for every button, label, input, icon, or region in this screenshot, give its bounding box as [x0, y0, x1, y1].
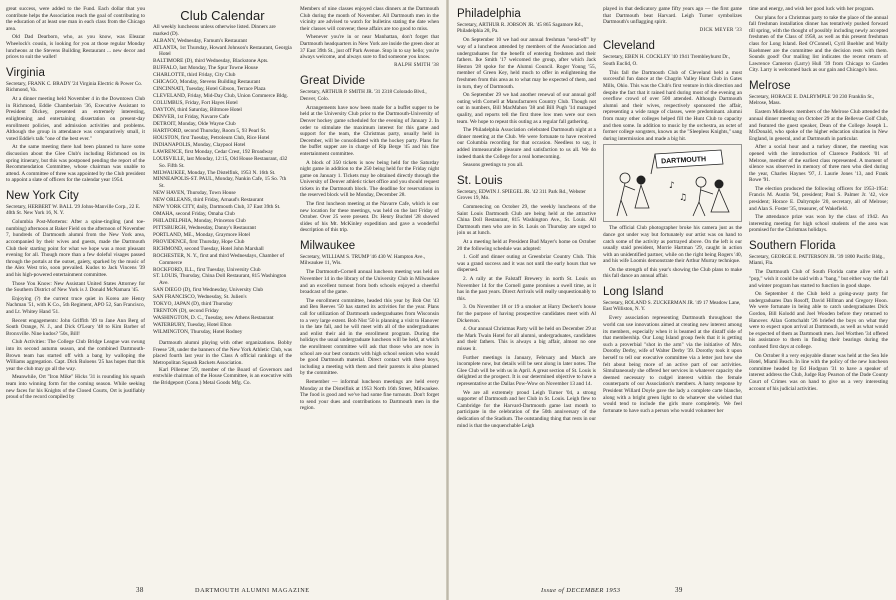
cleveland-heading: Cleveland [603, 40, 656, 53]
virginia-heading: Virginia [6, 66, 45, 79]
dance-cartoon-drawing [603, 144, 742, 222]
club-calendar-entry: SAN DIEGO (D), first Wednesday, University Club [153, 287, 264, 294]
page-number-left: 38 [136, 586, 144, 594]
st-louis-secretary: Secretary, EDWIN J. SPIEGEL JR. '42 311 Park Rd., Webster Groves 19, Mo. [457, 188, 586, 201]
new-york-signature: RALPH SMITH '38 [394, 62, 439, 68]
club-calendar-entry: SAN FRANCISCO, Wednesday, St. Julien's [153, 294, 247, 301]
chicago-continued-2: Old Dad Dearborn, who, as you know, was Eleazar Wheelock's cousin, is looking for you at those regular Monday luncheons at the Stevens Building Restaurant ... new decor and prices to suit the wallet! [6, 34, 145, 61]
virginia-paragraph: At a dinner meeting held November 4 in the Downtown Club in Richmond, Eddie Chamberlain '36, Executive Assistant to President Dickey, presented an extremely interesting, enlightening and entertaining dissertation on present-day enrollment policies, and admission activities and problems. Although the group in attendance was comparatively small, it voted Eddie's talk "one of the best ever." [6, 96, 145, 142]
club-calendar-entry: PROVIDENCE, first Thursday, Hope Club [153, 238, 245, 245]
cleveland-photo-caption: The official Club photographer broke his camera just as the dance got under way but fortunately our artist was on hand to catch some of the activity as portrayed above. On the left is our usually staid president, Morrie Hartman '29, caught in action with an unidentified partner, while on the right being Rogers '40, and his wife Loomis demonstrate their Arthur Murray technique. [603, 225, 742, 265]
new-york-club-welcome: Whenever you're in or near Manhattan, don't forget that Dartmouth headquarters in New York are inside the green door at 37 East 39th St., just off Park Avenue. Stop in to say hello; you're always welcome, and always sure to find someone you know. [300, 34, 439, 61]
right-column-1 [457, 6, 596, 578]
club-calendar-heading: Club Calendar [180, 8, 265, 23]
club-calendar-entry: ATLANTA, 1st Thursday, Howard Johnson's Restaurant, Georgia Hotel [153, 44, 292, 58]
club-calendar-entry: HOUSTON, first Tuesday, Petroleum Club, Rice Hotel [153, 134, 270, 141]
dancer-partner-head [637, 176, 646, 185]
st-louis-paragraph: 3. On November 18 or 19 a smoker at Harry Deckert's house for the purpose of having prospective candidates meet with Al Dickerson. [457, 304, 596, 324]
virginia-paragraph: At the same meeting there had been planned to have some discussion about the Glee Club's including Richmond on its spring itinerary, but this was postponed pending the report of the Recommendation Committee, whose chairman was unable to attend. A committee of three was appointed by the Club president to appoint a slate of officers for the calendar year 1954. [6, 144, 145, 184]
st-louis-paragraph: Further meetings in January, February and March are incomplete now, but details will be sent along in later notes. The Glee Club will be with us in April. A great section of St. Louis is delighted at the prospect. It is our determined objective to have a representative at the Dallas Pow-Wow on November 13 and 14. [457, 354, 596, 387]
page-number-right: 39 [675, 586, 683, 594]
southern-florida-paragraph: The Dartmouth Club of South Florida came alive with a "pop," wish it could be said with a "bang," but either way the fall and winter program has started to function in good shape. [749, 269, 888, 289]
new-york-paragraph: Recent engagements: John Griffith '49 to Jane Ann Berg of South Orange, N. J., and Dick O'Leary '48 to Kim Barber of Bronxville. Nine kudos? '50s, Bill! [6, 317, 145, 337]
club-calendar-entry: BUFFALO, last Monday, The Spur Towne House [153, 65, 258, 72]
long-island-secretary: Secretary, ROLAND S. ZUCKERMAN JR. '49 17 Meadow Lane, East Williston, N. Y. [603, 300, 741, 313]
milwaukee-heading: Milwaukee [300, 240, 356, 253]
club-calendar-entry: PORTLAND, ME., Monday, Graymore Hotel [153, 231, 251, 238]
club-calendar-entry: CHARLOTTE, third Friday, City Club [153, 72, 236, 79]
issue-date-footer: Issue of DECEMBER 1953 [541, 587, 621, 594]
banner-text: DARTMOUTH [660, 156, 707, 166]
club-calendar-entry: WILMINGTON, Thursday, Hotel Rodney [153, 328, 243, 335]
milwaukee-paragraph: The enrollment committee, headed this year by Bob Ost '43 and Ben Reeves '50 has started its activities for the year. Plans call for utilization of Dartmouth undergraduates from Wisconsin to a very large extent. Bob Nist '50 is planning a visit to Hanover in the late fall, and he will meet with all of the undergraduates and enlist their aid in the enrollment program. During the holidays the usual undergraduate luncheon will be held, at which the enrollment committee will ask that those who are now in school are our best contacts with high school seniors who would be good Dartmouth material. Direct contact with these boys, including a meeting with them and their parents is also planned by the committee. [300, 297, 439, 377]
great-divide-paragraph: The first luncheon meeting at the Navarre Cafe, which is our new location for these meetings, was held on the last Friday of October. Over 25 were present. Dr. Henry Buchtel '28 showed slides of his Mt. McKinley expedition and gave a wonderful description of this trip. [300, 201, 439, 234]
club-calendar-entry: ROCKFORD, ILL., first Tuesday, University Club [153, 266, 261, 273]
st-louis-paragraph: At a meeting held at President Bud Mayer's home on October 20 the following schedule was adopted: [457, 239, 596, 252]
club-calendar-list [153, 38, 292, 336]
st-louis-paragraph: Commencing on October 29, the weekly luncheons of the Saint Louis Dartmouth Club are being held at the attractive China Doll Restaurant, 815 Washington Ave., St. Louis. All Dartmouth men who are in St. Louis on Thursday are urged to join us at lunch. [457, 204, 596, 237]
new-york-class-dinners: Members of nine classes enjoyed class dinners at the Dartmouth Club during the month of November. All Dartmouth men in the vicinity are advised to watch for bulletins stating the date when their classes will convene; these affairs are too good to miss. [300, 6, 439, 32]
long-island-heading: Long Island [603, 286, 664, 299]
new-york-paragraph: Columbia Post-Mortems: After a spine-tingling (and toe-numbing) afternoon at Baker Field on the afternoon of November 7, hundreds of Dartmouth alumni from the New York area, accompanied by their wives and guests, made the Dartmouth Club their starting point for what we hope was a most pleasant evening for all. Though more than a few doleful visages passed through the portals at the outset, gaiety, sparked by the music of the Alex West trio, soon prevailed. Kudos to Jack Vincens '39 and his high-powered entertainment committee. [6, 219, 145, 279]
club-calendar-entry: DENVER, 1st Friday, Navarre Cafe [153, 114, 230, 121]
cleveland-secretary: Secretary, EBEN H. COCKLEY '40 1941 Trembleyhurst Dr., South Euclid, O. [603, 54, 731, 67]
magazine-name-footer: DARTMOUTH ALUMNI MAGAZINE [195, 587, 310, 594]
right-column-3 [749, 6, 888, 578]
club-calendar-entry: CLEVELAND, Friday, Mid-Day Club, Union Commerce Bldg. [153, 93, 289, 100]
new-york-secretary: Secretary, HERBERT W. BALL '29 Johns-Manville Corp., 22 E. 40th St. New York 16, N. Y. [6, 203, 141, 217]
left-page [0, 0, 447, 600]
club-calendar-entry: LAWRENCE, first Monday, Cedar Crest, 192 Broadway [153, 148, 274, 155]
melrose-paragraph: Eastern Middlesex members of the Melrose Club attended the annual dinner meeting on October 29 at the Bellevue Golf Club, and featured the guest speaker, Dean of the College Joseph L. McDonald, who spoke of the higher education situation in New England, in general, and at Dartmouth in particular. [749, 109, 888, 142]
new-york-paragraph: Enjoying (?) the current truce quiet in Korea are Henry Nachman '51, with K Co., 5th Regiment, APO 52, San Francisco, and Lt. Whitey Hand '51. [6, 295, 145, 315]
long-island-paragraph: Every association representing Dartmouth throughout the world can use innovations aimed at creating new interest among its members, especially when it is beamed at the distaff side of that membership. Our Long Island group feels that it is getting such a proverbial "shot in the arm" via the initiative of Mrs. Dorothy Derby, wife of Walter Derby '39. Dorothy took it upon herself to tell our executive committee via a letter just how she felt about being more of an active part of our activities. Simultaneously she offered her services in whatever capacity she deemed necessary to cudgel interest within the female counterparts of our Association's members. A hasty response by President Willard Doyle gave the lady a complete carte blanche, along with a bright green light to do whatever she wished that would tend to include the girls more completely. We feel fortunate to have such a person who would volunteer her [603, 315, 742, 414]
club-calendar-entry: NEW ORLEANS, third Friday, Arnaud's Restaurant [153, 197, 264, 204]
club-calendar-entry: RICHMOND, second Tuesday, Hotel John Marshall [153, 245, 264, 252]
philadelphia-paragraph: Seasons greetings to you all. [463, 162, 524, 169]
melrose-paragraph: The attendance prize was won by the class of 1942. An interesting meeting for high school students of the area was promised for the Christmas holidays. [749, 214, 888, 234]
club-calendar-entry: HARTFORD, second Thursday, Room 5, 93 Pearl St. [153, 127, 267, 134]
left-column-1 [6, 6, 145, 578]
club-calendar-intro: All weekly luncheons unless otherwise listed. Dinners are marked (D). [153, 24, 276, 37]
club-calendar-entry: INDIANAPOLIS, Monday, Claypool Hotel [153, 141, 246, 148]
philadelphia-paragraph: On September 10 we had our annual freshman "send-off" by way of a luncheon attended by members of the Association and undergraduates for the benefit of entering freshmen and their fathers. Ike Smith '17 welcomed the group, after which Jack Heston '28 spoke for the Alumni Council. Roger Young '55, member of Green Key, held much to offer in enlightening the freshmen from this area as to what may be expected of them, and in turn, they of Dartmouth. [457, 37, 596, 90]
cleveland-closing: On the strength of this year's showing the Club plans to make this fall dance an annual affair. [603, 266, 742, 280]
southern-florida-paragraph: On October 8 a very enjoyable dinner was held at the Sea Isle Hotel, Miami Beach. In line with the policy of the new luncheon committee headed by Ed Hodgson '31 to have a speaker of interest address the Club, Judge Ray Pearson of the Dade County Court of Crimes was on hand to give us a very interesting account of his judicial activities. [749, 352, 888, 392]
club-calendar-entry: ALBANY, Wednesday, Farnum's Restaurant [153, 37, 247, 44]
st-louis-paragraph: 4. Our annual Christmas Party will be held on December 29 at the Mark Twain Hotel for all alumni, undergraduates, candidates and their fathers. This is always a big affair, almost no one misses it. [457, 326, 596, 352]
club-calendar-entry: DAYTON, third Saturday, Biltmore Hotel [153, 107, 242, 114]
dance-cartoon [603, 144, 742, 222]
philadelphia-paragraph: On September 29 we had another renewal of our annual golf outing with Cornell at Manufacturers Country Club. Though not out in numbers, Bill MacMahon '38 and Bill Pugh '14 managed quality, and reports tell the first three low men were our own team. We hope to repeat this outing as a regular fall gathering. [457, 92, 596, 125]
club-calendar-entry: DETROIT, Monday, Olde Wayne Club [153, 121, 236, 127]
melrose-heading: Melrose [749, 79, 791, 92]
st-louis-paragraph: 2. A rally at the Falstaff Brewery in north St. Louis on November 14 for the Cornell game promises a swell time, as it has in the past years. Direct Arrivals will really unquestionably to this. [457, 276, 596, 302]
club-calendar-entry: PITTSBURGH, Wednesday, Danny's Restaurant [153, 224, 256, 231]
philadelphia-paragraph: The Philadelphia Association celebrated Dartmouth night at a dinner meeting at the Club. We were fortunate to have received our Columbia recording for that occasion. Needless to say, it added immeasurable pleasure and satisfaction to us all. We do indeed thank the College for a real homecoming. [457, 127, 596, 160]
philadelphia-secretary: Secretary, ARTHUR R. JOBSON JR. '45 865 Sagamore Rd., Philadelphia 28, Pa. [457, 22, 584, 35]
left-column-3 [300, 6, 439, 578]
club-calendar-entry: CHICAGO, Monday, Stevens Building Restaurant [153, 79, 261, 86]
long-island-continued-2: Our plans for a Christmas party to take the place of the annual fall freshman installation dinner has tentatively pushed forward till spring, with the thought of possibly including newly accepted freshmen of the Class of 1958, as well as this present freshman class for Long Island. Red O'Connell, Cyril Buehler and Wally Kuehmeer are the committee and the decision rests with them. Sounds good! Our mailing list indicates the recent return of Lawrence Cameron (Larry) Hull '39 from Chicago to Garden City. Larry is welcomed back as our gain and Chicago's loss. [749, 14, 888, 74]
club-calendar-column [153, 6, 292, 578]
southern-florida-heading: Southern Florida [749, 240, 836, 253]
club-calendar-entry: TRENTON (D), second Friday [153, 308, 219, 315]
new-york-paragraph: Meanwhile, Ort "Iron Mike" Hicks '31 is rounding his squash team into winning form for the coming season. While seeking new faces for his Knights of the Closed Courts, Ort is justifiably proud of the record compiled by [6, 374, 145, 401]
club-calendar-entry: MILWAUKEE, Monday, The Distelfink, 1953 N. 16th St. [153, 169, 276, 176]
new-york-continued-1: Dartmouth alumni playing with other organizations. Bobby Freese '28, under the banners of the New York Athletic Club, was placed fourth last year in the Class A official rankings of the Metropolitan Squash Rackets Association. [153, 339, 292, 366]
club-calendar-entry: NEW HAVEN, Thursday, Town House [153, 190, 236, 197]
right-column-2 [603, 6, 742, 578]
great-divide-secretary: Secretary, ARTHUR P. SMITH JR. '31 2318 Colorado Blvd., Denver, Colo. [300, 89, 427, 102]
club-calendar-entry: OMAHA, second Friday, Omaha Club [153, 211, 235, 218]
club-calendar-entry: LOUISVILLE, last Monday, 12:15, Old House Restaurant, 432 So. Fifth St. [153, 155, 288, 169]
philadelphia-heading: Philadelphia [457, 8, 521, 20]
new-york-continued-2: Karl Pillemer '29, member of the Board of Governors and erstwhile chairman of the House Committee, is an executive with the Bridgeport (Conn.) Metal Goods Mfg. Co. [153, 366, 292, 386]
southern-florida-secretary: Secretary, GEORGE E. PATTERSON JR. '39 1800 Pacific Bldg., Miami, Fla. [749, 254, 885, 267]
club-calendar-entry: WATERBURY, Tuesday, Hotel Elton [153, 321, 232, 328]
music-note-icon: ♪ [669, 181, 675, 192]
milwaukee-paragraph: The Dartmouth-Cornell annual luncheon meeting was held on November 14 in the library of the University Club in Milwaukee and an excellent turnout from both schools enjoyed a cheerful broadcast of the game. [300, 269, 439, 296]
club-calendar-entry: PHILADELPHIA, Monday, Princeton Club [153, 218, 246, 224]
music-note-icon: ♫ [679, 193, 688, 204]
cleveland-paragraph: This fall the Dartmouth Club of Cleveland held a most successful fun dance at the Chagrin Valley Hunt Club in Gates Mills, Ohio. This was the Club's first venture in this direction and despite the fact that it rained hard during most of the evening an overflow crowd of over 500 attended. Although Dartmouth alumni and their wives, respectively sponsored the affair, representing a wide range of classes, were predominant. alumni from many other colleges helped fill the Hunt Club to capacity and then some. In addition to music by the orchestra, an octet of former college songsters, known as the "Sleepless Knights," sang during intermission and made a big hit. [603, 69, 742, 142]
club-calendar-entry: ROCHESTER, N. Y., first and third Wednesdays, Chamber of Commerce [153, 252, 285, 266]
melrose-paragraph: The election produced the following officers for 1953-1954: Francis M. Austin '94, president; Paul S. Palmer Jr. '42, vice president; Horace E. Dalrymple '20, secretary, all of Melrose; and Alan S. Foster '35, treasurer, of Wakefield. [749, 185, 888, 212]
great-divide-heading: Great Divide [300, 75, 366, 88]
melrose-secretary: Secretary, HORACE E. DALRYMPLE '20 230 Franklin St., Melrose, Mass. [749, 93, 875, 107]
southern-florida-paragraph: On September 4 the Club held a going-away party for undergraduates Dan Rosoff, David Hillman and Gregory Hoon. We were fortunate in being able to catch undergraduates Dick Gordon, Bill Kolodd and Joel Wooden before they returned to Hanover. Allan Gottschaldt '26 briefed the boys on what they were to expect upon arrival at Dartmouth, as well as what would be expected of them as Dartmouth men. Joel Worthen '34 offered his assistance to them in finding their bearings during the confused first days at college. [749, 291, 888, 350]
great-divide-paragraph: A block of 350 tickets is now being held for the Saturday night game in addition to the 250 being held for the Friday night game on January 1. Tickets may be obtained directly through the University of Denver athletic ticket office and you should request tickets in the Dartmouth block. The deadline for reservations in the reserved block will be Monday, December 28. [300, 159, 439, 199]
chicago-continued-1: great success, were added to the Fund. Each dollar that you contribute helps the Association reach the goal of contributing to the education of at least one man in each class from the Chicago area. [6, 6, 145, 32]
st-louis-signature: DICK MEYER '33 [699, 27, 742, 33]
st-louis-paragraph: 1. Golf and dinner outing at Greenbriar Country Club. This was a grand success and it was not until the early hours that we dispersed. [457, 254, 596, 274]
club-calendar-entry: TOKYO, JAPAN (D), third Thursday [153, 301, 233, 308]
st-louis-continued: played in that dedicatory game fifty years ago — the first game that Dartmouth beat Harvard. Leigh Turner symbolizes Dartmouth's unflagging spirit. [603, 6, 742, 26]
club-calendar-entry: MINNEAPOLIS-ST. PAUL, Monday, Nankin Cafe, 15 So. 7th St. [153, 176, 287, 190]
milwaukee-secretary: Secretary, WILLIAM S. TRUMP '46 430 W. Hampton Ave., Milwaukee 11, Wis. [300, 254, 426, 267]
new-york-heading: New York City [6, 189, 79, 202]
club-calendar-entry: ST. LOUIS, Thursday, China Doll Restaurant, 815 Washington Ave. [153, 273, 287, 287]
milwaukee-paragraph: Remember — informal luncheon meetings are held every Monday at the Distelfink at 1953 North 16th Street, Milwaukee. The food is good and we've had some fine turnouts. Don't forget to send your dues and contributions to Dartmouth men in the region. [300, 378, 439, 412]
club-calendar-entry: COLUMBUS, Friday, Fort Hayes Hotel [153, 100, 238, 107]
club-calendar-entry: WASHINGTON, D. C., Tuesday, new Athens Restaurant [153, 315, 274, 321]
club-calendar-entry: CINCINNATI, Tuesday, Hotel Gibson, Terrace Plaza [153, 86, 266, 93]
st-louis-paragraph: We are all extremely proud Leigh Turner '04, a strong supporter of Dartmouth and her Club in St. Louis. Leigh flew to Cambridge for the Harvard-Dartmouth game last month to participate in the celebration of the 50th anniversary of the dedication of the Stadium. The outstanding thing that rests in our mind is that the unquenchable Leigh [457, 389, 596, 429]
dancer-partner-head [715, 180, 724, 189]
new-york-paragraph: Those You Know: New Assistant United States Attorney for the Southern District of New York is J. Donald McNamara '45. [6, 280, 145, 294]
right-page [449, 0, 896, 600]
virginia-secretary: Secretary, FRANK C. BRADY '24 Virginia Electric & Power Co. Richmond, Va. [6, 80, 143, 93]
great-divide-paragraph: Arrangements have now been made for a buffet supper to be held at the University Club prior to the Dartmouth-University of Denver hockey game scheduled for the evening of January 2. In order to stimulate the maximum interest for this game and support for the team, the Christmas party, usually held in December, will be consolidated with the hockey party. Plans for the buffet supper are in charge of Rip Berge '45 and his fine entertainment committee. [300, 104, 439, 157]
new-york-paragraph: Club Activities: The College Club Bridge League was swung into its second autumn season, and the combined Dartmouth-Brown team has started off with a bang by walloping the Williams aggregation. Capt. Dick Ruloens '25 has hopes that this year the club may go all the way. [6, 339, 145, 372]
long-island-continued-1: time and energy, and wish her good luck with her program. [749, 6, 875, 12]
st-louis-heading: St. Louis [457, 174, 503, 187]
club-calendar-entry: BALTIMORE (D), third Wednesday, Blackstone Apts. [153, 58, 269, 65]
melrose-paragraph: After a social hour and a turkey dinner, the meeting was opened with the introduction of Clarence Paddock '01 of Melrose, member of the earliest class represented. A moment of silence was observed in memory of three men who died during the year, Charles Haynes '97, J. Laurie Jones '13, and Frank Rowe '91. [749, 144, 888, 184]
club-calendar-entry: NEW YORK CITY, daily, Dartmouth Club, 37 East 39th St. [153, 204, 281, 211]
